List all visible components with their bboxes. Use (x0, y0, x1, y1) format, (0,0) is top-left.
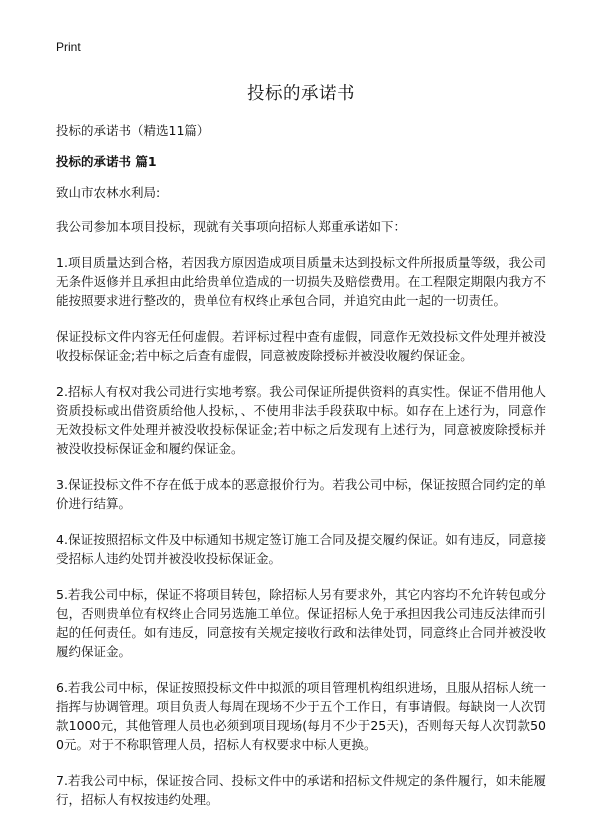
commitment-paragraph-1: 1.项目质量达到合格，若因我方原因造成项目质量未达到投标文件所报质量等级，我公司无条件返修并且承担由此给贵单位造成的一切损失及赔偿费用。在工程限定期限内我方不能按照要求进行整改的，贵单位有权终止承包合同，并追究由此一起的一切责任。 (56, 255, 546, 308)
commitment-paragraph-no-falsehood: 保证投标文件内容无任何虚假。若评标过程中查有虚假，同意作无效投标文件处理并被没收投标保证金;若中标之后查有虚假，同意被废除授标并被没收履约保证金。 (56, 329, 546, 363)
document-subtitle: 投标的承诺书（精选11篇） (56, 123, 210, 138)
recipient-line: 致山市农林水利局: (56, 185, 161, 200)
commitment-paragraph-2: 2.招标人有权对我公司进行实地考察。我公司保证所提供资料的真实性。保证不借用他人资质投标或出借资质给他人投标，、不使用非法手段获取中标。如存在上述行为，同意作无效投标文件处理并被没收投标保证金;若中标之后发现有上述行为，同意被废除授标并被没收投标保证金和履约保证金。 (56, 384, 546, 456)
section-heading: 投标的承诺书 篇1 (56, 154, 157, 169)
document-title: 投标的承诺书 (247, 84, 355, 104)
commitment-paragraph-4: 4.保证按照招标文件及中标通知书规定签订施工合同及提交履约保证。如有违反，同意接受招标人违约处罚并被没收投标保证金。 (56, 532, 546, 566)
intro-paragraph: 我公司参加本项目投标，现就有关事项向招标人郑重承诺如下： (56, 219, 407, 234)
print-label[interactable]: Print (56, 40, 81, 54)
commitment-paragraph-5: 5.若我公司中标，保证不将项目转包，除招标人另有要求外，其它内容均不允许转包或分包，否则贵单位有权终止合同另选施工单位。保证招标人免于承担因我公司违反法律而引起的任何责任。如有违反，同意按有关规定接收行政和法律处罚，同意终止合同并被没收履约保证金。 (56, 587, 546, 659)
commitment-paragraph-3: 3.保证投标文件不存在低于成本的恶意报价行为。若我公司中标，保证按照合同约定的单价进行结算。 (56, 477, 546, 511)
commitment-paragraph-6: 6.若我公司中标，保证按照投标文件中拟派的项目管理机构组织进场，且服从招标人统一指挥与协调管理。项目负责人每周在现场不少于五个工作日，有事请假。每缺岗一人次罚款1000元，其他管理人员也必须到项目现场(每月不少于25天)，否则每天每人次罚款500元。对于不称职管理人员，招标人有权要求中标人更换。 (56, 680, 546, 752)
commitment-paragraph-7: 7.若我公司中标，保证按合同、投标文件中的承诺和招标文件规定的条件履行，如未能履行，招标人有权按违约处理。 (56, 773, 546, 807)
